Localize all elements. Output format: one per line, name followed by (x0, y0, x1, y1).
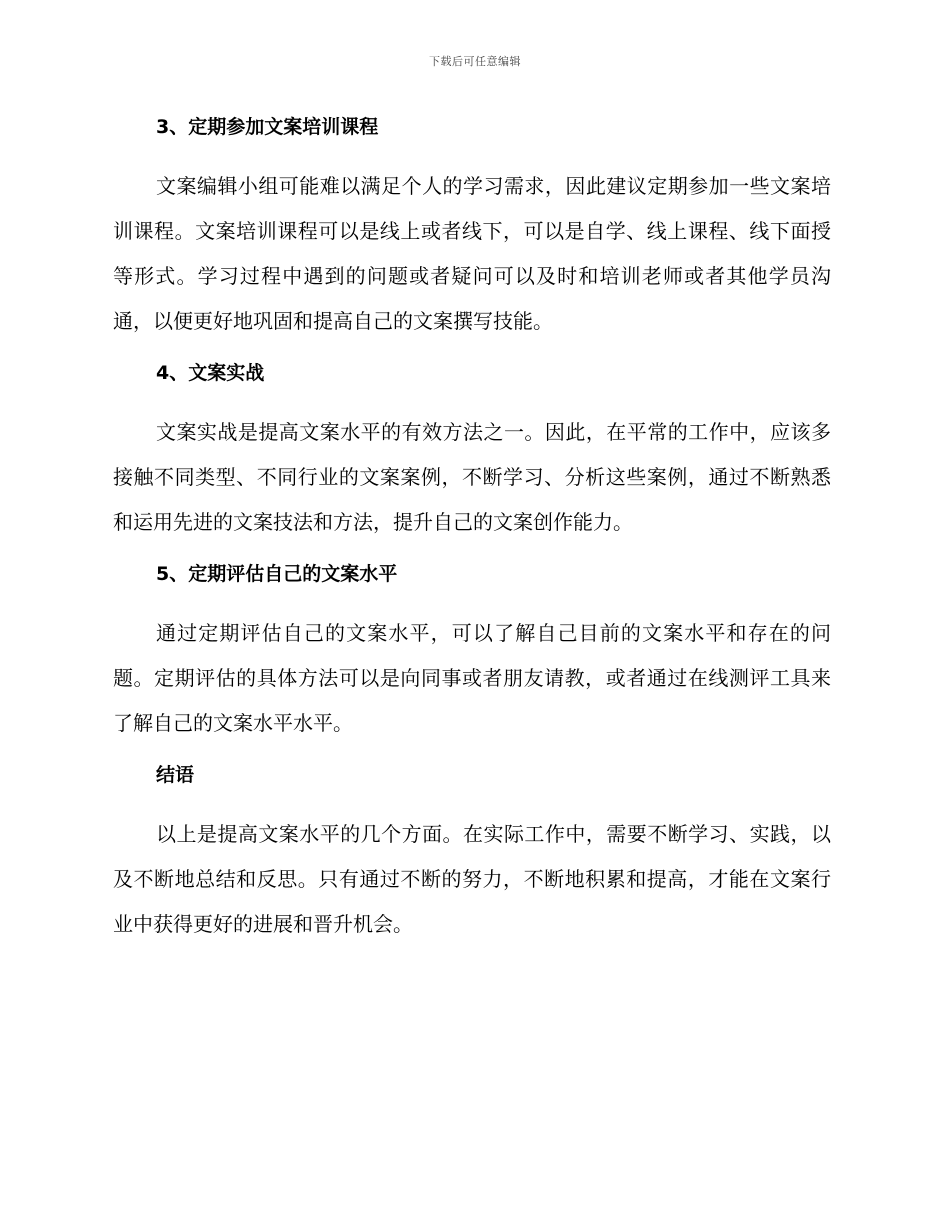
section-heading-3: 3、定期参加文案培训课程 (156, 116, 379, 138)
page-header-note: 下载后可任意编辑 (429, 55, 521, 68)
section-paragraph-5: 通过定期评估自己的文案水平，可以了解自己目前的文案水平和存在的问题。定期评估的具体方法可以是向同事或者朋友请教，或者通过在线测评工具来了解自己的文案水平水平。 (113, 621, 831, 735)
section-paragraph-4: 文案实战是提高文案水平的有效方法之一。因此，在平常的工作中，应该多接触不同类型、不同行业的文案案例，不断学习、分析这些案例，通过不断熟悉和运用先进的文案技法和方法，提升自己的文案创作能力。 (113, 420, 831, 534)
section-heading-5: 5、定期评估自己的文案水平 (156, 563, 398, 585)
section-paragraph-3: 文案编辑小组可能难以满足个人的学习需求，因此建议定期参加一些文案培训课程。文案培训课程可以是线上或者线下，可以是自学、线上课程、线下面授等形式。学习过程中遇到的问题或者疑问可以及时和培训老师或者其他学员沟通，以便更好地巩固和提高自己的文案撰写技能。 (113, 174, 831, 333)
conclusion-paragraph: 以上是提高文案水平的几个方面。在实际工作中，需要不断学习、实践，以及不断地总结和反思。只有通过不断的努力，不断地积累和提高，才能在文案行业中获得更好的进展和晋升机会。 (113, 822, 831, 936)
conclusion-heading: 结语 (156, 764, 195, 786)
document-body (113, 112, 831, 961)
section-heading-4: 4、文案实战 (156, 362, 265, 384)
